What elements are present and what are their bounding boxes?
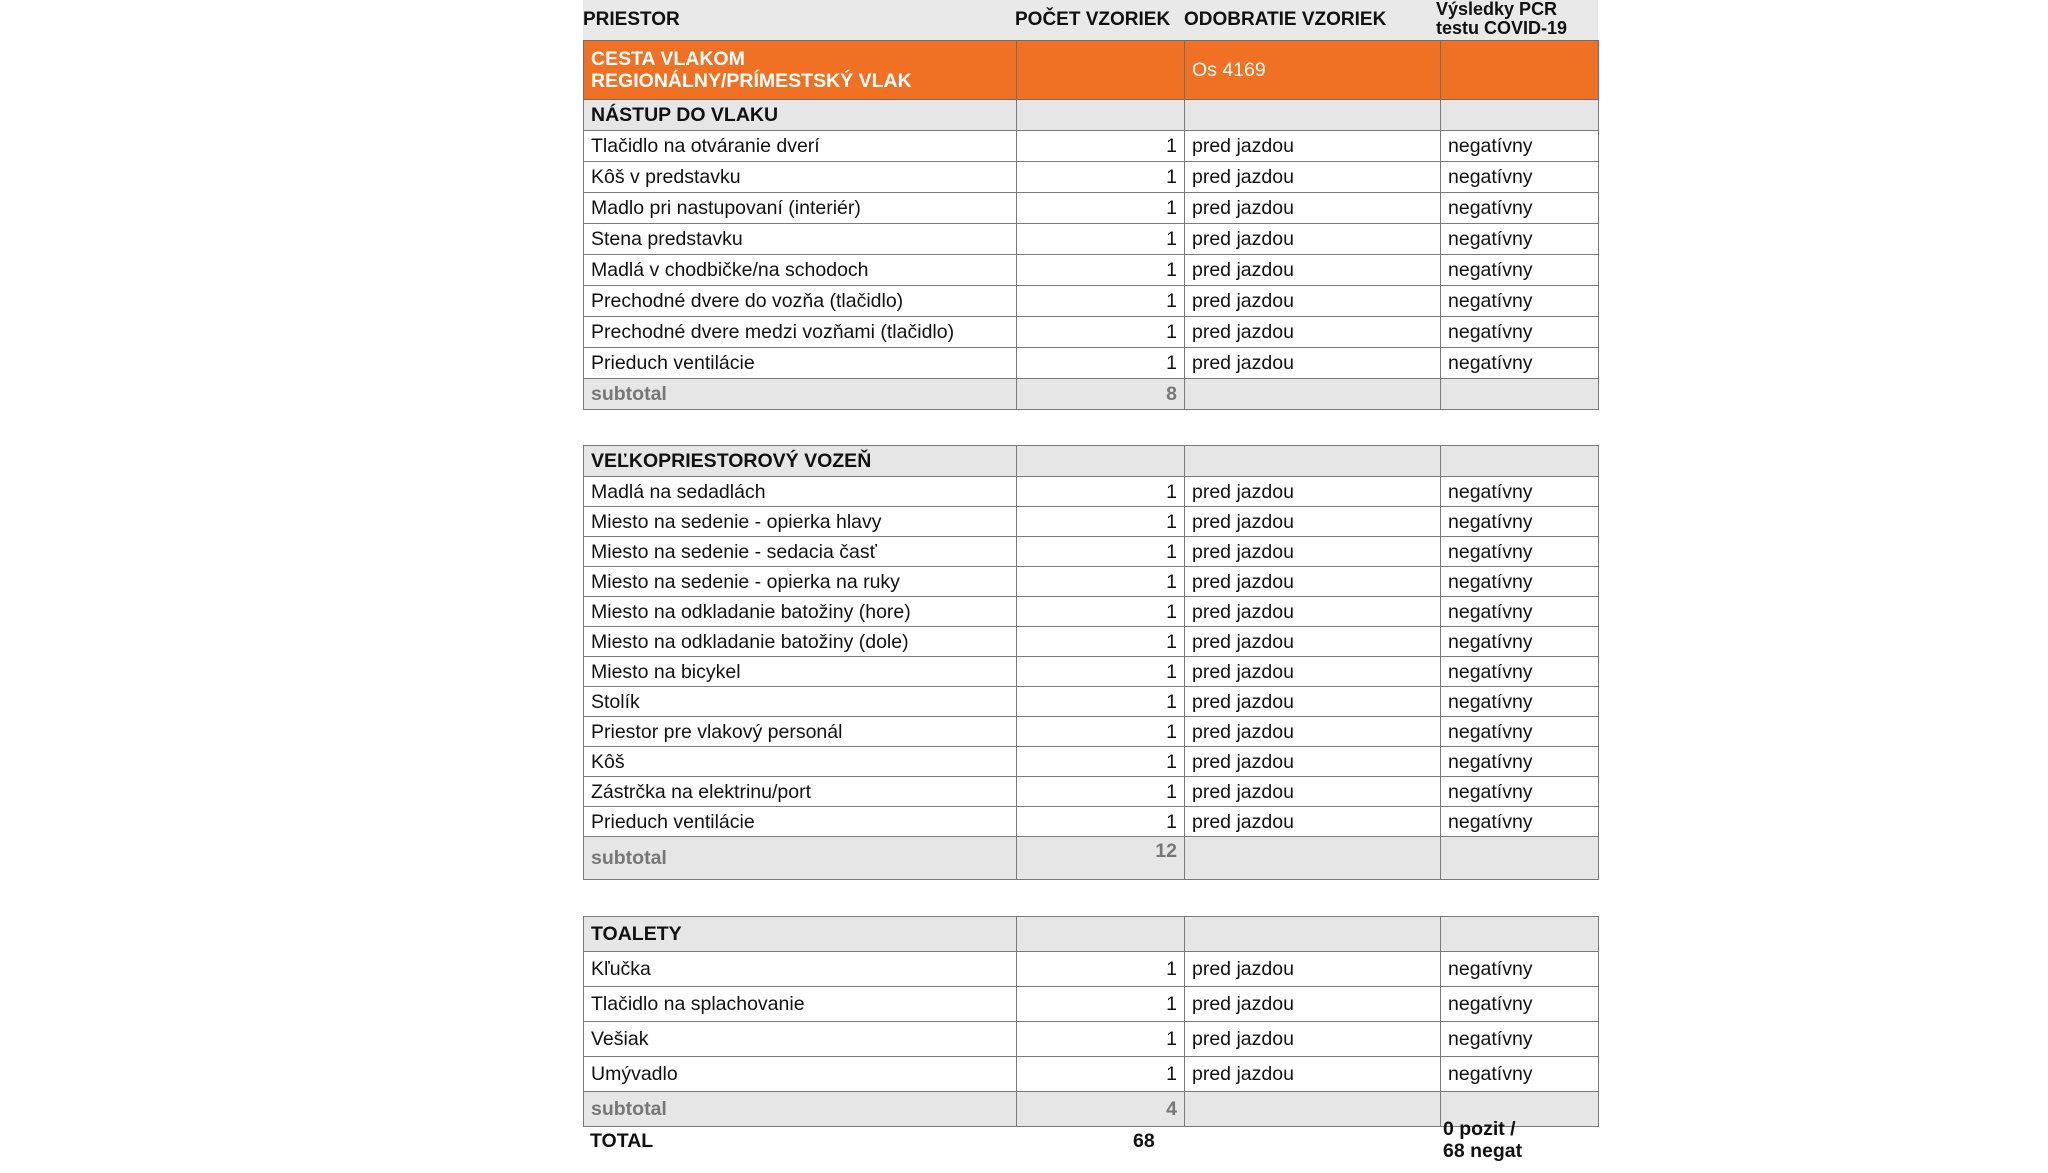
row-count: 1	[1017, 687, 1185, 717]
row-result: negatívny	[1441, 537, 1599, 567]
row-when: pred jazdou	[1185, 747, 1441, 777]
row-result: negatívny	[1441, 255, 1599, 286]
table-row	[584, 807, 1599, 837]
row-name: Madlo pri nastupovaní (interiér)	[584, 193, 1017, 224]
row-result: negatívny	[1441, 1057, 1599, 1092]
row-count: 1	[1017, 952, 1185, 987]
row-count: 1	[1017, 1022, 1185, 1057]
section-title: NÁSTUP DO VLAKU	[584, 100, 1017, 131]
row-name: Madlá na sedadlách	[584, 477, 1017, 507]
section-table-1	[583, 40, 1599, 410]
column-header-odobratie: ODOBRATIE VZORIEK	[1184, 9, 1387, 30]
row-count: 1	[1017, 777, 1185, 807]
row-name: Kľučka	[584, 952, 1017, 987]
section-table-2	[583, 445, 1599, 880]
row-when: pred jazdou	[1185, 1022, 1441, 1057]
table-row	[584, 777, 1599, 807]
row-count: 1	[1017, 537, 1185, 567]
row-count: 1	[1017, 807, 1185, 837]
table-row	[584, 224, 1599, 255]
row-name: Prechodné dvere do vozňa (tlačidlo)	[584, 286, 1017, 317]
row-count: 1	[1017, 162, 1185, 193]
column-header-priestor: PRIESTOR	[583, 9, 680, 30]
row-result: negatívny	[1441, 317, 1599, 348]
row-when: pred jazdou	[1185, 987, 1441, 1022]
row-name: Prieduch ventilácie	[584, 807, 1017, 837]
row-when: pred jazdou	[1185, 162, 1441, 193]
row-when: pred jazdou	[1185, 687, 1441, 717]
table-row	[584, 348, 1599, 379]
row-name: Kôš	[584, 747, 1017, 777]
row-name: Priestor pre vlakový personál	[584, 717, 1017, 747]
row-when: pred jazdou	[1185, 627, 1441, 657]
trip-title: CESTA VLAKOM REGIONÁLNY/PRÍMESTSKÝ VLAK	[584, 41, 1017, 100]
row-result: negatívny	[1441, 987, 1599, 1022]
row-result: negatívny	[1441, 717, 1599, 747]
row-result: negatívny	[1441, 193, 1599, 224]
row-name: Umývadlo	[584, 1057, 1017, 1092]
row-count: 1	[1017, 348, 1185, 379]
trip-header-row	[584, 41, 1599, 100]
row-result: negatívny	[1441, 1022, 1599, 1057]
row-count: 1	[1017, 286, 1185, 317]
subtotal-row	[584, 837, 1599, 880]
row-when: pred jazdou	[1185, 131, 1441, 162]
row-when: pred jazdou	[1185, 255, 1441, 286]
row-name: Madlá v chodbičke/na schodoch	[584, 255, 1017, 286]
row-when: pred jazdou	[1185, 507, 1441, 537]
row-result: negatívny	[1441, 131, 1599, 162]
row-name: Miesto na bicykel	[584, 657, 1017, 687]
total-result-line2: 68 negat	[1443, 1140, 1523, 1162]
row-when: pred jazdou	[1185, 777, 1441, 807]
column-header-vysledky: Výsledky PCR testu COVID-19	[1436, 0, 1568, 38]
row-when: pred jazdou	[1185, 537, 1441, 567]
table-row	[584, 1022, 1599, 1057]
table-row	[584, 162, 1599, 193]
row-result: negatívny	[1441, 162, 1599, 193]
section-table-3	[583, 916, 1599, 1127]
column-header-pocet: POČET VZORIEK	[1015, 9, 1171, 30]
row-count: 1	[1017, 747, 1185, 777]
subtotal-value: 4	[1017, 1092, 1185, 1127]
table-row	[584, 747, 1599, 777]
row-count: 1	[1017, 507, 1185, 537]
row-name: Zástrčka na elektrinu/port	[584, 777, 1017, 807]
row-when: pred jazdou	[1185, 657, 1441, 687]
table-row	[584, 477, 1599, 507]
row-result: negatívny	[1441, 807, 1599, 837]
subtotal-label: subtotal	[584, 379, 1017, 410]
row-count: 1	[1017, 317, 1185, 348]
row-result: negatívny	[1441, 286, 1599, 317]
row-result: negatívny	[1441, 777, 1599, 807]
table-row	[584, 567, 1599, 597]
row-count: 1	[1017, 627, 1185, 657]
row-result: negatívny	[1441, 627, 1599, 657]
row-when: pred jazdou	[1185, 477, 1441, 507]
row-count: 1	[1017, 193, 1185, 224]
section-title: VEĽKOPRIESTOROVÝ VOZEŇ	[584, 446, 1017, 477]
row-result: negatívny	[1441, 952, 1599, 987]
row-count: 1	[1017, 657, 1185, 687]
row-when: pred jazdou	[1185, 1057, 1441, 1092]
table-row	[584, 286, 1599, 317]
row-count: 1	[1017, 477, 1185, 507]
section-header-row	[584, 446, 1599, 477]
row-when: pred jazdou	[1185, 717, 1441, 747]
table-row	[584, 317, 1599, 348]
row-result: negatívny	[1441, 747, 1599, 777]
table-row	[584, 1057, 1599, 1092]
subtotal-label: subtotal	[584, 1092, 1017, 1127]
row-count: 1	[1017, 255, 1185, 286]
row-result: negatívny	[1441, 567, 1599, 597]
row-result: negatívny	[1441, 224, 1599, 255]
section-header-row	[584, 917, 1599, 952]
row-result: negatívny	[1441, 477, 1599, 507]
row-when: pred jazdou	[1185, 567, 1441, 597]
section-title: TOALETY	[584, 917, 1017, 952]
row-count: 1	[1017, 597, 1185, 627]
row-result: negatívny	[1441, 597, 1599, 627]
table-row	[584, 193, 1599, 224]
section-header-row	[584, 100, 1599, 131]
row-name: Vešiak	[584, 1022, 1017, 1057]
row-count: 1	[1017, 1057, 1185, 1092]
row-count: 1	[1017, 567, 1185, 597]
row-result: negatívny	[1441, 348, 1599, 379]
table-row	[584, 657, 1599, 687]
row-result: negatívny	[1441, 507, 1599, 537]
row-count: 1	[1017, 987, 1185, 1022]
row-name: Tlačidlo na splachovanie	[584, 987, 1017, 1022]
row-name: Tlačidlo na otváranie dverí	[584, 131, 1017, 162]
table-row	[584, 597, 1599, 627]
row-count: 1	[1017, 131, 1185, 162]
table-row	[584, 537, 1599, 567]
table-row	[584, 952, 1599, 987]
table-row	[584, 717, 1599, 747]
table-row	[584, 507, 1599, 537]
subtotal-value: 12	[1017, 837, 1185, 880]
row-name: Miesto na sedenie - opierka na ruky	[584, 567, 1017, 597]
row-result: negatívny	[1441, 687, 1599, 717]
row-when: pred jazdou	[1185, 193, 1441, 224]
row-name: Miesto na sedenie - opierka hlavy	[584, 507, 1017, 537]
row-name: Miesto na sedenie - sedacia časť	[584, 537, 1017, 567]
total-result-line1: 0 pozit /	[1443, 1118, 1516, 1140]
row-name: Prieduch ventilácie	[584, 348, 1017, 379]
column-header-row	[583, 0, 1598, 40]
subtotal-label: subtotal	[584, 837, 1017, 880]
row-when: pred jazdou	[1185, 348, 1441, 379]
row-count: 1	[1017, 717, 1185, 747]
table-row	[584, 687, 1599, 717]
table-row	[584, 987, 1599, 1022]
total-result	[1443, 1118, 1522, 1162]
subtotal-row	[584, 379, 1599, 410]
row-name: Miesto na odkladanie batožiny (hore)	[584, 597, 1017, 627]
row-name: Stena predstavku	[584, 224, 1017, 255]
trip-route: Os 4169	[1185, 41, 1441, 100]
row-when: pred jazdou	[1185, 286, 1441, 317]
total-label: TOTAL	[590, 1130, 654, 1152]
row-when: pred jazdou	[1185, 224, 1441, 255]
table-row	[584, 255, 1599, 286]
table-row	[584, 627, 1599, 657]
row-when: pred jazdou	[1185, 597, 1441, 627]
row-when: pred jazdou	[1185, 317, 1441, 348]
row-name: Stolík	[584, 687, 1017, 717]
table-row	[584, 131, 1599, 162]
row-name: Prechodné dvere medzi vozňami (tlačidlo)	[584, 317, 1017, 348]
row-name: Miesto na odkladanie batožiny (dole)	[584, 627, 1017, 657]
row-when: pred jazdou	[1185, 952, 1441, 987]
subtotal-value: 8	[1017, 379, 1185, 410]
total-count: 68	[1133, 1130, 1155, 1152]
row-name: Kôš v predstavku	[584, 162, 1017, 193]
row-count: 1	[1017, 224, 1185, 255]
row-result: negatívny	[1441, 657, 1599, 687]
row-when: pred jazdou	[1185, 807, 1441, 837]
